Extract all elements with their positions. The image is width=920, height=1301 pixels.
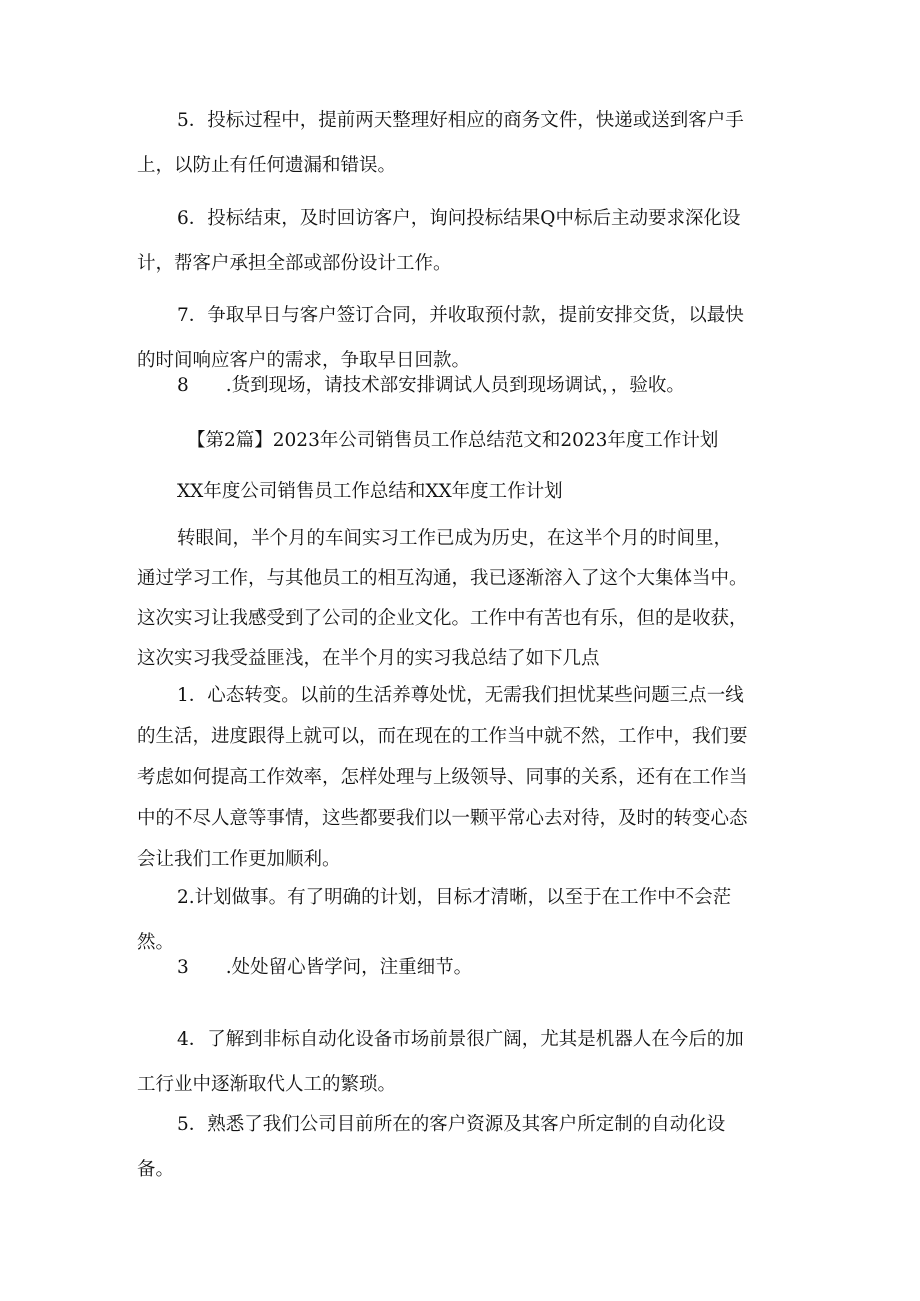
text-line: 中的不尽人意等事情，这些都要我们以一颗平常心去对待，及时的转变心态: [137, 808, 748, 829]
paragraph-summary-4: [0, 1017, 920, 1107]
paragraph-intro: [0, 519, 920, 679]
text-line: 会让我们工作更加顺利。: [137, 849, 341, 870]
text-line: 通过学习工作，与其他员工的相互沟通，我已逐渐溶入了这个大集体当中。: [137, 568, 748, 589]
text-line: 5．投标过程中，提前两天整理好相应的商务文件，快递或送到客户手: [177, 110, 744, 131]
paragraph-bid-step-8: [0, 363, 920, 408]
text-line: 8 .货到现场，请技术部安排调试人员到现场调试，，验收。: [177, 375, 685, 396]
text-line: 5．熟悉了我们公司目前所在的客户资源及其客户所定制的自动化设: [177, 1114, 726, 1135]
text-line: 1．心态转变。以前的生活养尊处忧，无需我们担忧某些问题三点一线: [177, 685, 744, 706]
text-line: 备。: [137, 1159, 175, 1180]
paragraph-bid-step-5: [0, 98, 920, 188]
text-line: 然。: [137, 932, 175, 953]
text-line: 的时间响应客户的需求，争取早日回款。: [137, 350, 471, 371]
text-line: 上，以防止有任何遗漏和错误。: [137, 155, 397, 176]
text-line: 这次实习我受益匪浅，在半个月的实习我总结了如下几点: [137, 648, 600, 669]
text-line: 的生活，进度跟得上就可以，而在现在的工作当中就不然，工作中，我们要: [137, 726, 748, 747]
text-line: 2.计划做事。有了明确的计划，目标才清晰，以至于在工作中不会茫: [177, 887, 732, 908]
text-line: 3 .处处留心皆学问，注重细节。: [177, 957, 473, 978]
heading-line: 【第2篇】2023年公司销售员工作总结范文和2023年度工作计划: [187, 430, 719, 451]
text-line: 4．了解到非标自动化设备市场前景很广阔，尤其是机器人在今后的加: [177, 1029, 744, 1050]
section-heading: [0, 418, 920, 463]
paragraph-summary-3: [0, 945, 920, 990]
paragraph-bid-step-6: [0, 196, 920, 286]
text-line: 考虑如何提高工作效率，怎样处理与上级领导、同事的关系，还有在工作当: [137, 767, 748, 788]
text-line: 7．争取早日与客户签订合同，并收取预付款，提前安排交货，以最快: [177, 305, 744, 326]
section-subtitle: [0, 469, 920, 514]
paragraph-summary-1: [0, 675, 920, 880]
subtitle-line: XX年度公司销售员工作总结和XX年度工作计划: [177, 481, 563, 502]
paragraph-summary-5: [0, 1102, 920, 1192]
text-line: 6．投标结束，及时回访客户，询问投标结果Q中标后主动要求深化设: [177, 208, 741, 229]
text-line: 这次实习让我感受到了公司的企业文化。工作中有苦也有乐，但的是收获，: [137, 608, 748, 629]
text-line: 计，帮客户承担全部或部份设计工作。: [137, 253, 452, 274]
text-line: 工行业中逐渐取代人工的繁琐。: [137, 1074, 397, 1095]
text-line: 转眼间，半个月的车间实习工作已成为历史，在这半个月的时间里，: [177, 528, 733, 549]
